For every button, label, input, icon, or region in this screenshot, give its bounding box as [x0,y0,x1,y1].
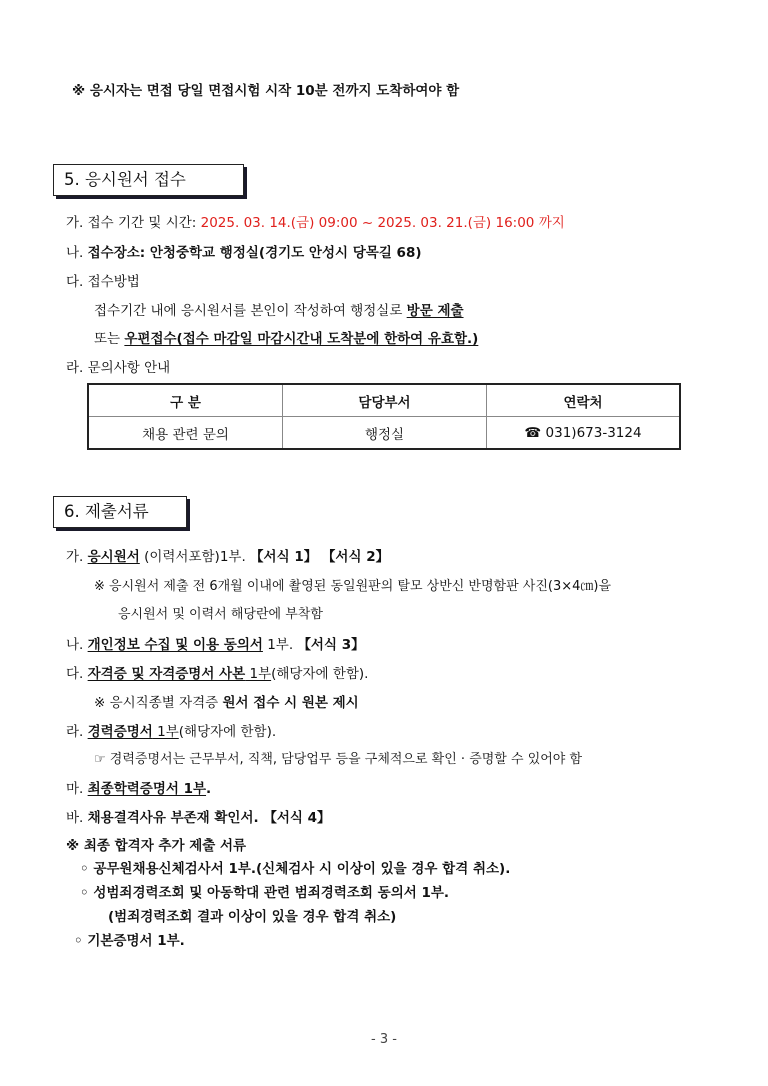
s5-visit-submit: 방문 제출 [406,303,464,319]
s6-final-docs-title: ※ 최종 합격자 추가 제출 서류 [66,838,247,854]
page-number: - 3 - [371,1032,397,1047]
s5-method-line1-text: 접수기간 내에 응시원서를 본인이 작성하여 행정실로 [94,303,407,319]
s6-education-cert: 최종학력증명서 1부 [87,781,207,797]
s5-method-line2 [94,327,478,347]
s6-final-item-crime-check: ◦ 성범죄경력조회 및 아동학대 관련 범죄경력조회 동의서 1부. [80,885,450,901]
s5-inquiry-label: 라. 문의사항 안내 [66,360,171,376]
s6-final-item-basic-cert: ◦ 기본증명서 1부. [74,933,185,949]
s5-place-prefix: 나. [66,245,88,261]
s6-license-note [94,691,359,711]
s5-method-line2-prefix: 또는 [94,331,125,347]
s6-photo-note-2: 응시원서 및 이력서 해당란에 부착함 [118,607,323,622]
contact-table [87,383,681,450]
s6-na-prefix: 나. [66,637,88,653]
header-contact: 연락처 [487,384,681,417]
s6-ma-rest: . [206,781,212,797]
cell-department: 행정실 [283,417,487,450]
s6-license-line [66,662,368,682]
cell-category: 채용 관련 문의 [88,417,283,450]
s6-disqualification-cert: 채용결격사유 부존재 확인서. [87,810,259,826]
s6-na-rest: 1부. [262,637,298,653]
s6-ba-form: 【서식 4】 [258,810,331,826]
interview-arrival-notice: ※ 응시자는 면접 당일 면접시험 시작 10분 전까지 도착하여야 함 [72,83,460,99]
s6-application-form: 응시원서 [87,549,140,565]
s6-da-prefix: 다. [66,666,88,682]
s6-na-form: 【서식 3】 [297,637,365,653]
s5-period-value: 2025. 03. 14.(금) 09:00 ~ 2025. 03. 21.(금) 16:00 까지 [200,215,565,231]
s5-place-text: 접수장소: 안청중학교 행정실(경기도 안성시 당목길 68) [87,245,422,261]
contact-table-header [88,384,680,417]
s6-license-note-bold: 원서 접수 시 원본 제시 [222,695,359,711]
s6-ga-forms: 【서식 1】 【서식 2】 [250,549,390,565]
s6-ra-count: 1부 [152,724,179,740]
s6-ra-rest: (해당자에 한함). [178,724,277,740]
s6-career-line [66,720,276,740]
s5-method-label: 다. 접수방법 [66,274,140,290]
header-department: 담당부서 [283,384,487,417]
s6-ma-prefix: 마. [66,781,88,797]
s6-application-line [66,545,389,565]
table-row [88,417,680,450]
s6-education-line [66,777,211,797]
s5-period-label: 가. 접수 기간 및 시간: [66,215,201,231]
section-6-heading: 6. 제출서류 [53,496,187,528]
s6-da-count: 1부 [245,666,272,682]
header-category: 구 분 [88,384,283,417]
s5-period-line [66,211,565,231]
s6-ga-prefix: 가. [66,549,88,565]
s6-disqualification-line [66,806,331,826]
s6-ba-prefix: 바. [66,810,88,826]
s6-da-rest: (해당자에 한함). [271,666,369,682]
section-5-heading: 5. 응시원서 접수 [53,164,244,196]
s6-final-item-crime-note: (범죄경력조회 결과 이상이 있을 경우 합격 취소) [108,909,397,925]
s6-privacy-consent: 개인정보 수집 및 이용 동의서 [87,637,263,653]
s6-photo-note-1: ※ 응시원서 제출 전 6개월 이내에 촬영된 동일원판의 탈모 상반신 반명함판 사진(3×4㎝)을 [94,579,612,594]
s6-ra-prefix: 라. [66,724,88,740]
s6-career-cert: 경력증명서 [87,724,153,740]
s6-privacy-line [66,633,365,653]
s5-place-line [66,241,422,261]
s5-mail-submit: 우편접수(접수 마감일 마감시간내 도착분에 한하여 유효함.) [124,331,479,347]
s5-method-line1 [94,299,464,319]
s6-license-copy: 자격증 및 자격증명서 사본 [87,666,246,682]
s6-final-item-health: ◦ 공무원채용신체검사서 1부.(신체검사 시 이상이 있을 경우 합격 취소). [80,861,511,877]
s6-career-note: ☞ 경력증명서는 근무부서, 직책, 담당업무 등을 구체적으로 확인 · 증명할 수 있어야 함 [94,752,583,767]
s6-ga-rest: (이력서포함)1부. [139,549,251,565]
s6-license-note-prefix: ※ 응시직종별 자격증 [94,695,223,711]
cell-contact: ☎ 031)673-3124 [487,417,681,450]
